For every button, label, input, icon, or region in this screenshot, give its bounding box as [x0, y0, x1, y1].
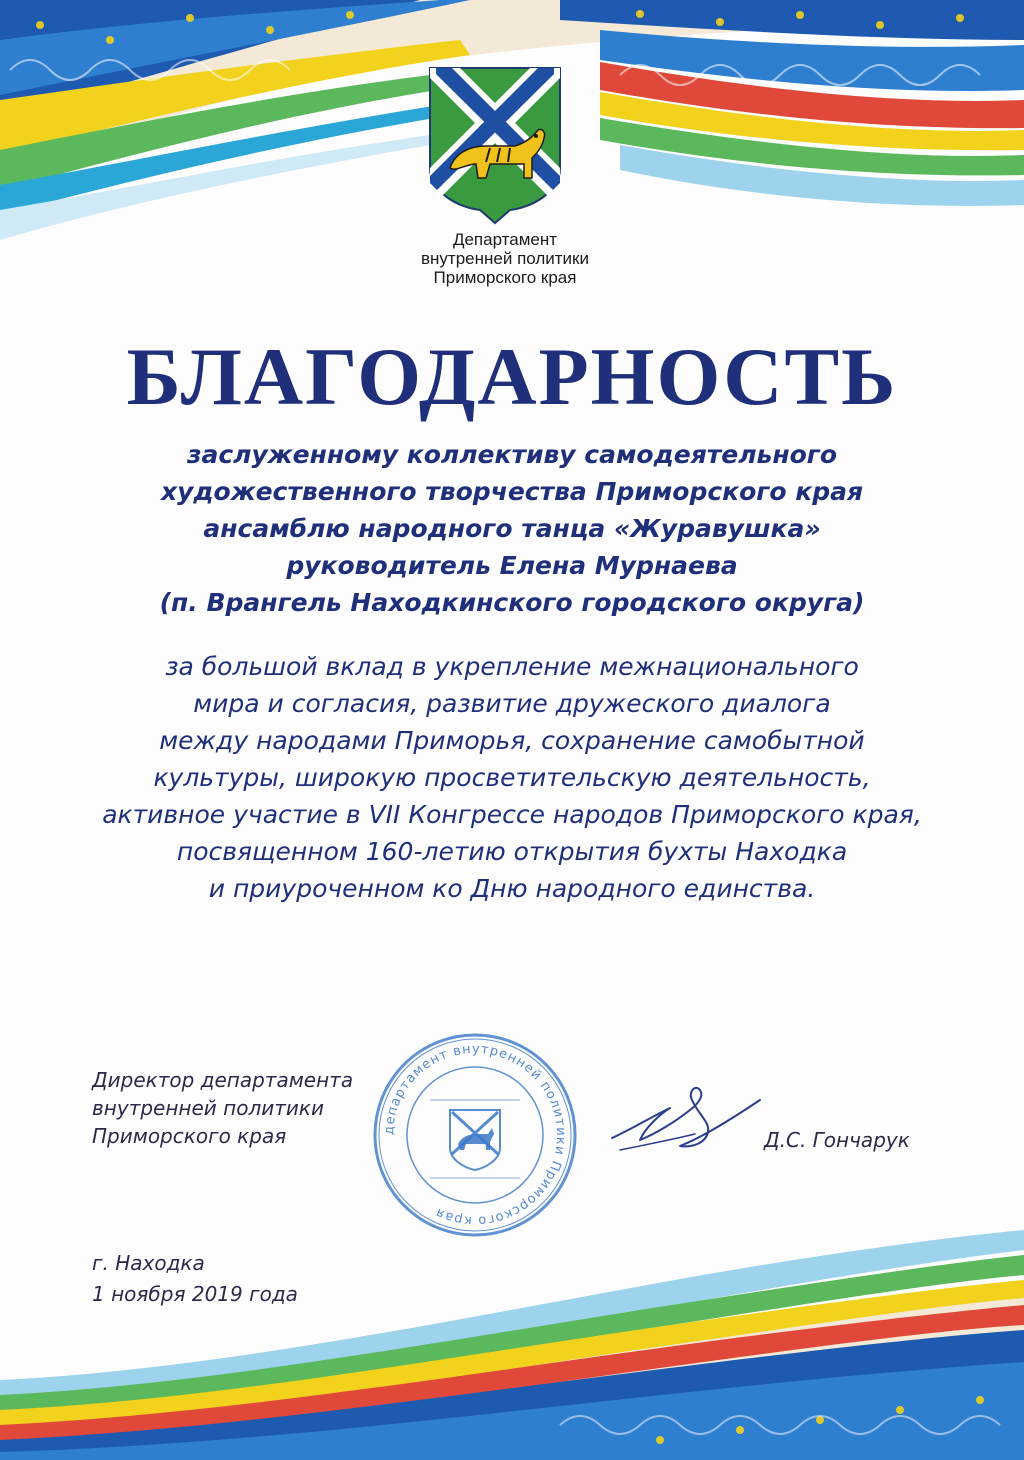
reason-line: между народами Приморья, сохранение самобытной — [159, 726, 865, 755]
place-and-date — [92, 1248, 392, 1310]
signatory-name: Д.С. Гончарук — [764, 1128, 910, 1152]
date: 1 ноября 2019 года — [92, 1282, 298, 1306]
reason-line: активное участие в VII Конгрессе народов Приморского края, — [102, 800, 922, 829]
signatory-title-line: Приморского края — [92, 1124, 287, 1148]
reason-line: за большой вклад в укрепление межнационального — [165, 652, 859, 681]
signatory-title-line: Директор департамента — [92, 1068, 354, 1092]
reason-block — [50, 648, 974, 907]
reason-line: культуры, широкую просветительскую деятельность, — [153, 763, 871, 792]
handwritten-signature — [600, 1070, 770, 1170]
reason-line: посвященном 160-летию открытия бухты Находка — [176, 837, 848, 866]
signatory-title — [92, 1066, 412, 1150]
recipient-line: ансамблю народного танца «Журавушка» — [203, 514, 821, 543]
recipient-line: заслуженному коллективу самодеятельного — [186, 440, 838, 469]
svg-text:департамент внутренней политик: департамент внутренней политики Приморского края — [381, 1041, 569, 1229]
reason-line: и приуроченном ко Дню народного единства. — [208, 874, 816, 903]
signatory-title-line: внутренней политики — [92, 1096, 324, 1120]
department-line: Приморского края — [433, 268, 577, 287]
recipient-line: руководитель Елена Мурнаева — [286, 551, 738, 580]
recipient-block — [60, 436, 964, 621]
department-line: Департамент — [452, 230, 558, 249]
department-name — [370, 230, 640, 287]
place: г. Находка — [92, 1251, 205, 1275]
department-line: внутренней политики — [421, 249, 589, 268]
reason-line: мира и согласия, развитие дружеского диалога — [193, 689, 831, 718]
recipient-line: художественного творчества Приморского края — [160, 477, 864, 506]
recipient-line: (п. Врангель Находкинского городского округа) — [159, 588, 865, 617]
official-stamp — [370, 1030, 580, 1240]
coat-of-arms-icon — [420, 58, 570, 228]
document-title: БЛАГОДАРНОСТЬ — [126, 331, 898, 422]
